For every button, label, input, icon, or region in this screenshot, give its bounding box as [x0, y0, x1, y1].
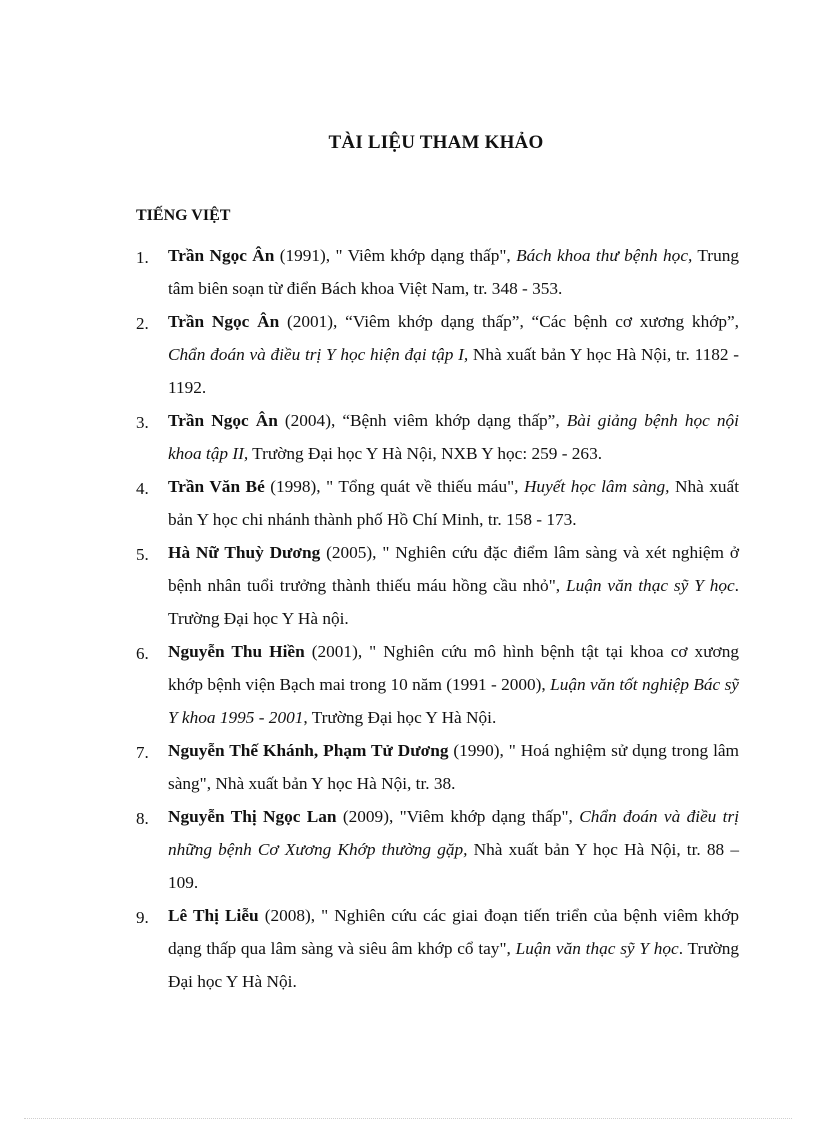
- reference-text: (2001), " Nghiên cứu mô hình bệnh tật tại khoa cơ xương khớp bệnh viện Bạch mai trong 10 năm (1991 - 2000),: [168, 642, 739, 694]
- reference-item: [0, 899, 739, 998]
- reference-item: [0, 239, 739, 305]
- reference-author: Trần Văn Bé: [168, 477, 265, 496]
- reference-item: [0, 536, 739, 635]
- reference-author: Nguyễn Thị Ngọc Lan: [168, 807, 337, 826]
- reference-publisher: Nhà xuất bản Y học Hà Nội, tr. 1182 - 1192.: [168, 345, 739, 397]
- reference-publisher: . Trường Đại học Y Hà Nội.: [168, 939, 739, 991]
- reference-text: (1990), " Hoá nghiệm sử dụng trong lâm sàng", Nhà xuất bản Y học Hà Nội, tr. 38.: [168, 741, 739, 793]
- reference-source: Bách khoa thư bệnh học,: [516, 246, 693, 265]
- reference-number: 2.: [136, 314, 149, 333]
- reference-number: 1.: [136, 248, 149, 267]
- reference-item: [0, 470, 739, 536]
- reference-text: (1991), " Viêm khớp dạng thấp",: [274, 246, 517, 265]
- section-heading: TIẾNG VIỆT: [136, 207, 231, 224]
- reference-item: [0, 800, 739, 899]
- reference-author: Nguyễn Thế Khánh, Phạm Tử Dương: [168, 741, 449, 760]
- reference-text: (2009), "Viêm khớp dạng thấp",: [336, 807, 580, 826]
- reference-author: Trần Ngọc Ân: [168, 411, 278, 430]
- reference-number: 3.: [136, 413, 149, 432]
- reference-number: 9.: [136, 908, 149, 927]
- reference-source: Luận văn tốt nghiệp Bác sỹ Y khoa 1995 - 2001: [168, 675, 739, 727]
- reference-text: (2001), “Viêm khớp dạng thấp”, “Các bệnh cơ xương khớp”,: [279, 312, 739, 331]
- reference-author: Nguyễn Thu Hiền: [168, 642, 305, 661]
- reference-author: Trần Ngọc Ân: [168, 312, 280, 331]
- reference-author: Hà Nữ Thuỳ Dương: [168, 543, 321, 562]
- reference-text: (2004), “Bệnh viêm khớp dạng thấp”,: [277, 411, 567, 430]
- reference-publisher: . Trường Đại học Y Hà nội.: [168, 576, 739, 628]
- page-title: TÀI LIỆU THAM KHẢO: [328, 132, 544, 153]
- reference-text: (2008), " Nghiên cứu các giai đoạn tiến triển của bệnh viêm khớp dạng thấp qua lâm sàng và siêu âm khớp cổ tay",: [168, 906, 739, 958]
- reference-author: Lê Thị Liễu: [168, 906, 259, 925]
- reference-source: Luận văn thạc sỹ Y học: [515, 939, 679, 958]
- reference-text: (2005), " Nghiên cứu đặc điểm lâm sàng và xét nghiệm ở bệnh nhân tuổi trưởng thành thiếu máu hồng cầu nhỏ",: [168, 543, 739, 595]
- reference-number: 4.: [136, 479, 149, 498]
- reference-source: Chẩn đoán và điều trị những bệnh Cơ Xương Khớp thường gặp,: [168, 807, 739, 859]
- reference-item: [0, 635, 739, 734]
- reference-source: Bài giảng bệnh học nội khoa tập II,: [168, 411, 739, 463]
- reference-number: 8.: [136, 809, 149, 828]
- reference-item: [0, 734, 739, 800]
- reference-item: [0, 404, 739, 470]
- reference-publisher: , Trường Đại học Y Hà Nội.: [303, 708, 497, 727]
- reference-publisher: Nhà xuất bản Y học chi nhánh thành phố Hồ Chí Minh, tr. 158 - 173.: [168, 477, 740, 529]
- reference-author: Trần Ngọc Ân: [168, 246, 275, 265]
- reference-number: 6.: [136, 644, 149, 663]
- reference-source: Chẩn đoán và điều trị Y học hiện đại tập I,: [168, 345, 469, 364]
- reference-publisher: Trung tâm biên soạn từ điển Bách khoa Việt Nam, tr. 348 - 353.: [168, 246, 739, 298]
- page-bottom-divider: [24, 1118, 792, 1119]
- reference-number: 5.: [136, 545, 149, 564]
- reference-source: Luận văn thạc sỹ Y học: [565, 576, 735, 595]
- reference-item: [0, 305, 739, 404]
- reference-number: 7.: [136, 743, 149, 762]
- reference-list: [0, 239, 816, 998]
- reference-source: Huyết học lâm sàng,: [523, 477, 670, 496]
- reference-text: (1998), " Tổng quát về thiếu máu",: [264, 477, 524, 496]
- reference-publisher: Nhà xuất bản Y học Hà Nội, tr. 88 – 109.: [168, 840, 739, 892]
- reference-publisher: Trường Đại học Y Hà Nội, NXB Y học: 259 - 263.: [248, 444, 603, 463]
